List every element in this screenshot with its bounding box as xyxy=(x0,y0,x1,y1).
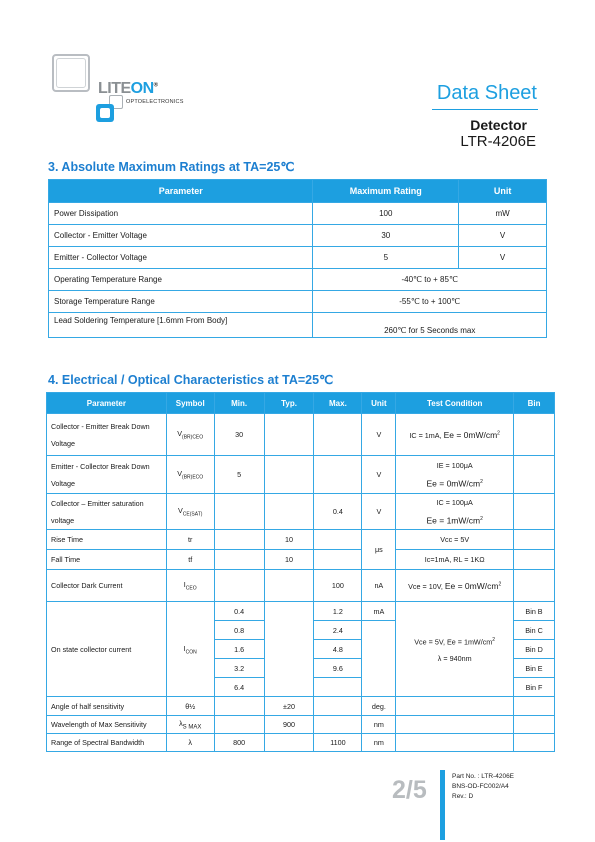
symbol-cell: tr xyxy=(166,530,214,550)
rating-cell: 260℃ for 5 Seconds max xyxy=(313,313,547,338)
table-row xyxy=(47,716,555,734)
bin-cell xyxy=(514,530,555,550)
category-label: Detector xyxy=(470,117,527,133)
unit-cell: nm xyxy=(362,716,396,734)
table-row xyxy=(47,570,555,602)
bin-cell: Bin F xyxy=(514,678,555,697)
col-header: Unit xyxy=(459,180,547,203)
table-row xyxy=(47,530,555,550)
title-divider xyxy=(432,109,538,110)
param-cell: Collector - Emitter Voltage xyxy=(49,225,313,247)
symbol-cell: $V_{CE(SAT)}$ xyxy=(166,494,214,530)
param-cell: On state collector current xyxy=(47,602,167,697)
rating-cell: -40℃ to + 85℃ xyxy=(313,269,547,291)
condition-cell: IE = 100μA $Ee = 0mW/cm^2$ xyxy=(396,456,514,494)
footer-rev: Rev.: D xyxy=(452,793,474,800)
max-cell xyxy=(314,530,362,550)
bin-cell xyxy=(514,734,555,752)
condition-cell xyxy=(396,734,514,752)
param-cell: Collector Dark Current xyxy=(47,570,167,602)
table-row xyxy=(47,456,555,494)
param-cell: Rise Time xyxy=(47,530,167,550)
min-cell xyxy=(214,494,264,530)
min-cell: 6.4 xyxy=(214,678,264,697)
table-row xyxy=(47,494,555,530)
unit-cell: V xyxy=(362,494,396,530)
max-cell xyxy=(314,414,362,456)
max-cell xyxy=(314,456,362,494)
bin-cell: Bin B xyxy=(514,602,555,621)
condition-cell: Vce = 10V, $Ee = 0mW/cm^2$ xyxy=(396,570,514,602)
max-cell xyxy=(314,697,362,716)
col-header: Min. xyxy=(214,393,264,414)
condition-cell: Ic=1mA, RL = 1KΩ xyxy=(396,550,514,570)
max-cell: 2.4 xyxy=(314,621,362,640)
symbol-cell: $\lambda_{S MAX}$ xyxy=(166,716,214,734)
footer-doc-info xyxy=(452,772,514,802)
table-row xyxy=(49,313,547,338)
typ-cell xyxy=(264,456,314,494)
unit-cell: mA xyxy=(362,602,396,621)
doc-type-title: Data Sheet xyxy=(436,82,537,104)
max-cell: 9.6 xyxy=(314,659,362,678)
max-cell: 1100 xyxy=(314,734,362,752)
param-cell: Lead Soldering Temperature [1.6mm From Body] xyxy=(49,313,313,338)
param-cell: Emitter - Collector Voltage xyxy=(49,247,313,269)
rating-cell: 5 xyxy=(313,247,459,269)
bin-cell xyxy=(514,494,555,530)
min-cell xyxy=(214,697,264,716)
unit-cell: mW xyxy=(459,203,547,225)
min-cell: 3.2 xyxy=(214,659,264,678)
footer-part-no: Part No. : LTR-4206E xyxy=(452,773,515,780)
unit-cell: deg. xyxy=(362,697,396,716)
param-cell: Angle of half sensitivity xyxy=(47,697,167,716)
max-cell: 1.2 xyxy=(314,602,362,621)
unit-cell: V xyxy=(459,247,547,269)
typ-cell xyxy=(264,602,314,697)
symbol-cell: tf xyxy=(166,550,214,570)
col-header: Symbol xyxy=(166,393,214,414)
typ-cell: ±20 xyxy=(264,697,314,716)
param-cell: Fall Time xyxy=(47,550,167,570)
section3-title: 3. Absolute Maximum Ratings at TA=25℃ xyxy=(48,160,295,174)
rating-cell: 30 xyxy=(313,225,459,247)
table-row xyxy=(47,734,555,752)
typ-cell: 10 xyxy=(264,550,314,570)
min-cell: 800 xyxy=(214,734,264,752)
bin-cell: Bin C xyxy=(514,621,555,640)
col-header: Max. xyxy=(314,393,362,414)
rating-cell: -55℃ to + 100℃ xyxy=(313,291,547,313)
condition-cell: Vcc = 5V xyxy=(396,530,514,550)
bin-cell xyxy=(514,550,555,570)
symbol-cell: $V_{(BR)ECO}$ xyxy=(166,456,214,494)
min-cell: 30 xyxy=(214,414,264,456)
bin-cell xyxy=(514,570,555,602)
min-cell: 1.6 xyxy=(214,640,264,659)
min-cell: 0.4 xyxy=(214,602,264,621)
col-header: Test Condition xyxy=(396,393,514,414)
bin-cell: Bin D xyxy=(514,640,555,659)
min-cell xyxy=(214,570,264,602)
table-row xyxy=(49,203,547,225)
col-header: Parameter xyxy=(47,393,167,414)
col-header: Parameter xyxy=(49,180,313,203)
max-cell xyxy=(314,716,362,734)
condition-cell: Vce = 5V, $Ee = 1mW/cm^2$ λ = 940nm xyxy=(396,602,514,697)
bin-cell: Bin E xyxy=(514,659,555,678)
table-row xyxy=(47,550,555,570)
unit-cell: nA xyxy=(362,570,396,602)
min-cell xyxy=(214,550,264,570)
symbol-cell: $V_{(BR)CEO}$ xyxy=(166,414,214,456)
page-number: 2/5 xyxy=(392,776,427,804)
param-cell: Collector – Emitter saturation voltage xyxy=(47,494,167,530)
table-row xyxy=(47,697,555,716)
table-header-row xyxy=(49,180,547,203)
logo-subtitle: OPTOELECTRONICS xyxy=(126,99,184,105)
table-row xyxy=(49,225,547,247)
bin-cell xyxy=(514,716,555,734)
condition-cell xyxy=(396,697,514,716)
param-cell: Range of Spectral Bandwidth xyxy=(47,734,167,752)
min-cell: 0.8 xyxy=(214,621,264,640)
typ-cell xyxy=(264,494,314,530)
min-cell: 5 xyxy=(214,456,264,494)
col-header: Typ. xyxy=(264,393,314,414)
bin-cell xyxy=(514,456,555,494)
electrical-characteristics-table xyxy=(46,392,555,752)
param-cell: Operating Temperature Range xyxy=(49,269,313,291)
logo-blue-square-inner-icon xyxy=(100,108,110,118)
typ-cell xyxy=(264,734,314,752)
bin-cell xyxy=(514,697,555,716)
bin-cell xyxy=(514,414,555,456)
symbol-cell: $I_{CEO}$ xyxy=(166,570,214,602)
logo-inner-frame-icon xyxy=(56,58,86,88)
min-cell xyxy=(214,530,264,550)
max-cell: 4.8 xyxy=(314,640,362,659)
condition-cell: IC = 100μA $Ee = 1mW/cm^2$ xyxy=(396,494,514,530)
symbol-cell: $I_{CON}$ xyxy=(166,602,214,697)
table-row xyxy=(49,291,547,313)
col-header: Bin xyxy=(514,393,555,414)
unit-cell: nm xyxy=(362,734,396,752)
max-cell xyxy=(314,678,362,697)
condition-cell: IC = 1mA, $Ee = 0mW/cm^2$ xyxy=(396,414,514,456)
min-cell xyxy=(214,716,264,734)
unit-cell: V xyxy=(362,456,396,494)
part-number: LTR-4206E xyxy=(460,133,536,150)
unit-cell xyxy=(362,621,396,697)
param-cell: Power Dissipation xyxy=(49,203,313,225)
symbol-cell: θ½ xyxy=(166,697,214,716)
footer-accent-bar xyxy=(440,770,445,840)
typ-cell xyxy=(264,414,314,456)
unit-cell: V xyxy=(459,225,547,247)
max-ratings-table xyxy=(48,179,547,338)
col-header: Unit xyxy=(362,393,396,414)
rating-cell: 100 xyxy=(313,203,459,225)
col-header: Maximum Rating xyxy=(313,180,459,203)
typ-cell: 10 xyxy=(264,530,314,550)
logo-wordmark: LITEON® xyxy=(98,80,158,97)
table-row xyxy=(49,269,547,291)
section4-title: 4. Electrical / Optical Characteristics at TA=25℃ xyxy=(48,373,334,387)
param-cell: Storage Temperature Range xyxy=(49,291,313,313)
condition-cell xyxy=(396,716,514,734)
param-cell: Collector - Emitter Break Down Voltage xyxy=(47,414,167,456)
param-cell: Emitter - Collector Break Down Voltage xyxy=(47,456,167,494)
table-header-row xyxy=(47,393,555,414)
table-row xyxy=(49,247,547,269)
max-cell xyxy=(314,550,362,570)
table-row xyxy=(47,602,555,621)
param-cell: Wavelength of Max Sensitivity xyxy=(47,716,167,734)
typ-cell xyxy=(264,570,314,602)
max-cell: 0.4 xyxy=(314,494,362,530)
footer-doc-no: BNS-OD-FC002/A4 xyxy=(452,783,509,790)
typ-cell: 900 xyxy=(264,716,314,734)
table-row xyxy=(47,414,555,456)
symbol-cell: λ xyxy=(166,734,214,752)
unit-cell: μs xyxy=(362,530,396,570)
unit-cell: V xyxy=(362,414,396,456)
max-cell: 100 xyxy=(314,570,362,602)
